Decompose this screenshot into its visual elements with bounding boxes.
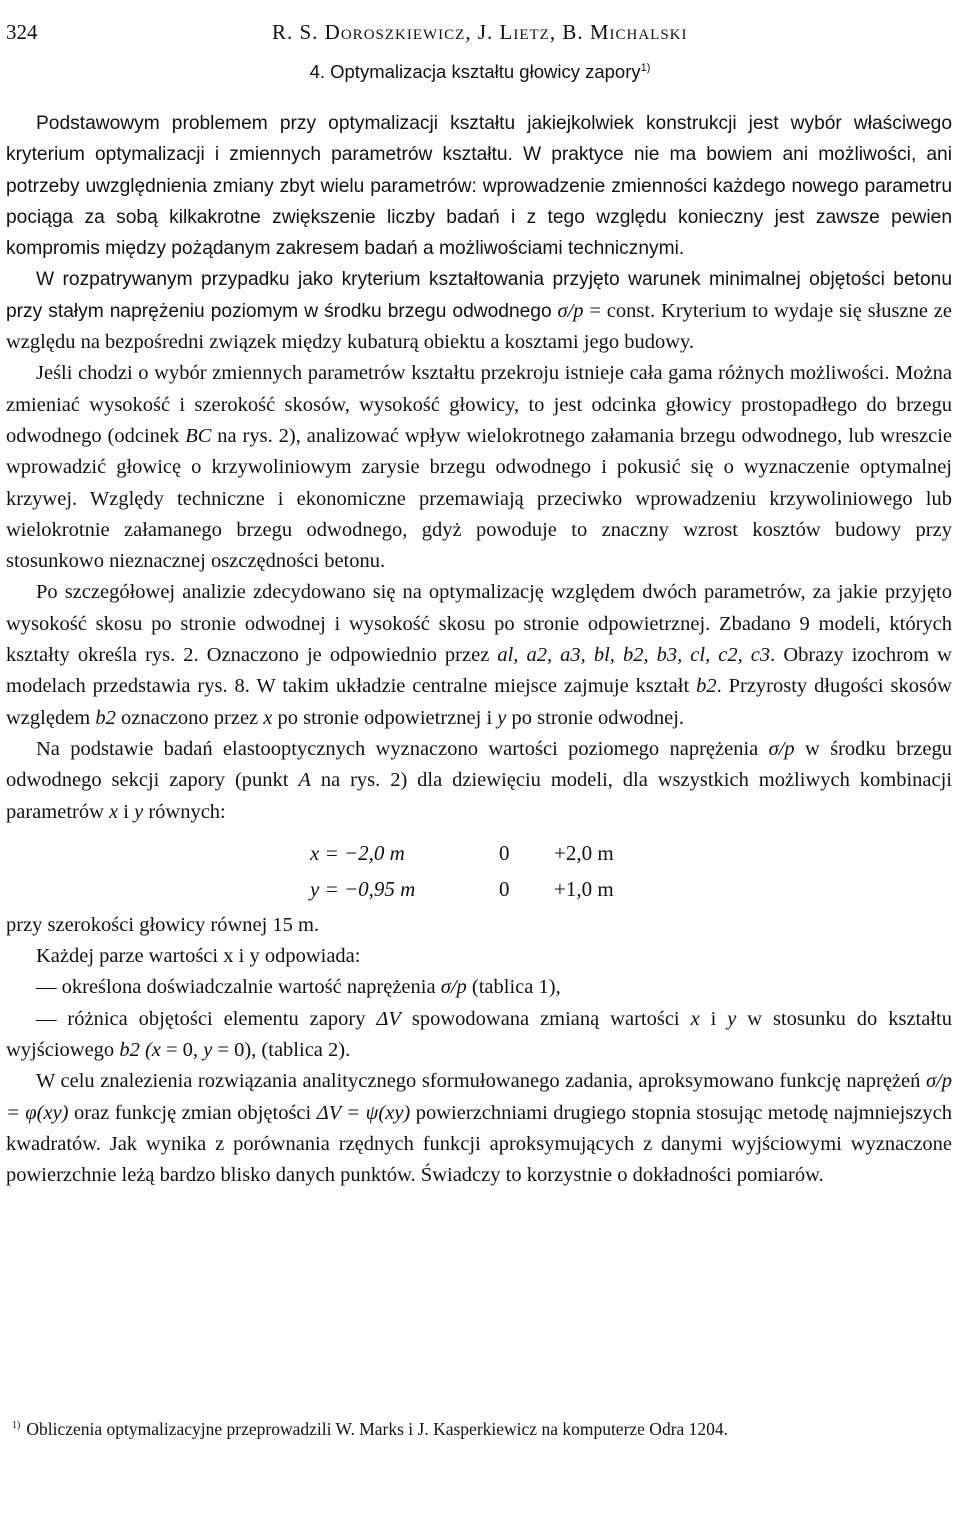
body-text bbox=[6, 108, 952, 1192]
equation-y-rhs: +1,0 m bbox=[554, 876, 614, 901]
paragraph-8-part-a: W celu znalezienia rozwiązania analitycznego sformułowanego zadania, aproksymowano funkcję naprężeń bbox=[36, 1070, 926, 1093]
equation-y bbox=[6, 874, 952, 908]
paragraph-5 bbox=[6, 734, 952, 828]
dash-item-2-part-a: — różnica objętości elementu zapory bbox=[36, 1007, 377, 1030]
model-b2-x: b2 (x bbox=[119, 1039, 161, 1062]
sigma-p-symbol: σ/p bbox=[557, 299, 584, 322]
paragraph-7: Każdej parze wartości x i y odpowiada: bbox=[36, 945, 361, 968]
paragraph-5-part-d: i bbox=[118, 800, 135, 823]
footnote bbox=[12, 1419, 956, 1440]
dash-item-2-part-f: = 0), (tablica 2). bbox=[212, 1039, 351, 1062]
var-y: y bbox=[497, 706, 507, 729]
paragraph-4 bbox=[6, 577, 952, 733]
equation-y-mid: 0 bbox=[499, 876, 510, 901]
paragraph-8 bbox=[6, 1066, 952, 1191]
paragraph-3-part-a: Jeśli chodzi o wybór zmiennych parametrów kształtu przekroju istnieje cała gama różnych możliwości. Można zmieniać wysokość i szerokość skosów, wysokość głowicy, to jest odcinka głowicy prostopadłego do brzegu odwodnego (odcinek bbox=[6, 362, 952, 447]
equation-y-lhs: y = −0,95 m bbox=[310, 876, 416, 901]
paragraph-5-part-a: Na podstawie badań elastooptycznych wyznaczono wartości poziomego naprężenia bbox=[36, 737, 769, 760]
var-y-2: y bbox=[134, 800, 144, 823]
dash-item-1-part-b: (tablica 1), bbox=[466, 976, 561, 999]
paragraph-4-part-f: po stronie odwodnej. bbox=[506, 706, 685, 729]
paragraph-5-part-b: w środku brzegu odwodnego sekcji zapory (punkt bbox=[6, 737, 952, 792]
dash-item-1-part-a: — określona doświadczalnie wartość naprężenia bbox=[36, 976, 441, 999]
paragraph-2-part-b: = const. Kryterium to wydaje się słuszne ze względu na bezpośredni związek między kubaturą obiektu a kosztami jego budowy. bbox=[6, 299, 953, 354]
footnote-mark: 1) bbox=[12, 1420, 21, 1432]
equation-x-rhs: +2,0 m bbox=[554, 840, 614, 865]
model-b2-ref: b2 bbox=[95, 706, 116, 729]
paragraph-8-part-b: oraz funkcję zmian objętości bbox=[68, 1101, 317, 1124]
delta-v-symbol: ΔV bbox=[376, 1007, 401, 1030]
var-y-3: y bbox=[727, 1007, 737, 1030]
section-title-text: 4. Optymalizacja kształtu głowicy zapory bbox=[309, 61, 641, 82]
page-number: 324 bbox=[6, 20, 38, 44]
paragraph-1 bbox=[6, 108, 952, 264]
paragraph-4-part-e: po stronie odpowietrznej i bbox=[272, 706, 498, 729]
var-y-4: y bbox=[203, 1039, 213, 1062]
footnote-text: Obliczenia optymalizacyjne przeprowadzili W. Marks i J. Kasperkiewicz na komputerze Odra 1204. bbox=[26, 1419, 729, 1439]
paragraph-5-part-e: równych: bbox=[143, 800, 226, 823]
paragraph-2 bbox=[6, 264, 952, 358]
paragraph-4-part-b: . Obrazy izochrom w modelach przedstawia rys. 8. W takim układzie centralne miejsce zajmuje kształt bbox=[6, 644, 952, 698]
point-a: A bbox=[298, 769, 311, 792]
equation-x bbox=[6, 838, 952, 872]
paragraph-3 bbox=[6, 358, 952, 577]
var-x-3: x bbox=[690, 1007, 700, 1030]
dash-item-2-part-c: i bbox=[699, 1007, 728, 1030]
model-names: al, a2, a3, bl, b2, b3, cl, c2, c3 bbox=[497, 644, 771, 667]
parameter-equations bbox=[6, 834, 952, 906]
footnote-reference: 1) bbox=[640, 61, 651, 74]
paragraph-6: przy szerokości głowicy równej 15 m. bbox=[6, 913, 320, 936]
header-authors: R. S. Doroszkiewicz, J. Lietz, B. Michalski bbox=[272, 20, 688, 44]
sigma-p-symbol-3: σ/p bbox=[440, 976, 467, 999]
paragraph-5-part-c: na rys. 2) dla dziewięciu modeli, dla wszystkich możliwych kombinacji parametrów bbox=[6, 769, 952, 823]
paragraph-4-part-c: . Przyrosty długości skosów względem bbox=[6, 675, 952, 729]
sigma-p-symbol-2: σ/p bbox=[768, 737, 795, 760]
model-b2: b2 bbox=[696, 675, 717, 698]
equation-x-lhs: x = −2,0 m bbox=[310, 840, 405, 865]
dash-item-1 bbox=[6, 972, 952, 1003]
var-x-2: x bbox=[109, 800, 119, 823]
equation-x-mid: 0 bbox=[499, 840, 510, 865]
paragraph-3-part-b: na rys. 2), analizować wpływ wielokrotnego załamania brzegu odwodnego, lub wreszcie wprowadzić głowicę o krzywoliniowym zarysie brzegu odwodnego i pokusić się o wyznaczenie optymalnej krzywej. Względy techniczne i ekonomiczne przemawiają przeciwko wprowadzeniu krzywoliniowego lub wielokrotnie załamanego brzegu odwodnego, gdyż powoduje to znaczny wzrost kosztów budowy przy stosunkowo nieznacznej oszczędności betonu. bbox=[6, 424, 953, 573]
paragraph-8-part-c: powierzchniami drugiego stopnia stosując metodę najmniejszych kwadratów. Jak wynika z porównania rzędnych funkcji aproksymujących z danymi wyjściowymi wyznaczone powierzchnie leżą bardzo blisko danych punktów. Świadczy to korzystnie o dokładności pomiarów. bbox=[6, 1101, 952, 1187]
dash-item-2 bbox=[6, 1004, 952, 1067]
dash-item-2-part-b: spowodowana zmianą wartości bbox=[400, 1007, 691, 1030]
volume-function: ΔV = ψ(xy) bbox=[316, 1101, 411, 1124]
dash-item-2-part-e: = 0, bbox=[160, 1039, 204, 1062]
paragraph-4-part-a: Po szczegółowej analizie zdecydowano się na optymalizację względem dwóch parametrów, za jakie przyjęto wysokość skosu po stronie odwodnej i wysokość skosu po stronie odpowietrznej. Zbadano 9 modeli, których kształty określa rys. 2. Oznaczono je odpowiednio przez bbox=[6, 581, 952, 667]
paragraph-1-part-a: Podstawowym problemem przy optymalizacji kształtu jakiejkolwiek konstrukcji jest wybór właściwego kryterium optymalizacji i zmiennych parametrów kształtu. bbox=[6, 113, 952, 166]
dash-item-2-part-d: w stosunku do kształtu wyjściowego bbox=[6, 1007, 952, 1062]
paragraph-2-part-a: W rozpatrywanym przypadku jako kryterium kształtowania przyjęto warunek minimalnej objętości betonu przy stałym naprężeniu poziomym w środku brzegu odwodnego bbox=[6, 269, 952, 322]
running-header bbox=[6, 20, 956, 50]
segment-bc: BC bbox=[185, 424, 212, 447]
section-title bbox=[0, 61, 960, 83]
stress-function: σ/p = φ(xy) bbox=[6, 1070, 952, 1124]
paragraph-4-part-d: oznaczono przez bbox=[115, 706, 264, 729]
var-x: x bbox=[263, 706, 273, 729]
paragraph-1-part-b: W praktyce nie ma bowiem ani możliwości, ani potrzeby uwzględnienia zmiany zbyt wielu parametrów: wprowadzenie zmienności każdego nowego parametru pociąga za sobą kilkakrotne zwiększenie liczby badań i z tego względu konieczny jest zawsze pewien kompromis między pożądanym zakresem badań a możliwościami technicznymi. bbox=[6, 144, 952, 260]
